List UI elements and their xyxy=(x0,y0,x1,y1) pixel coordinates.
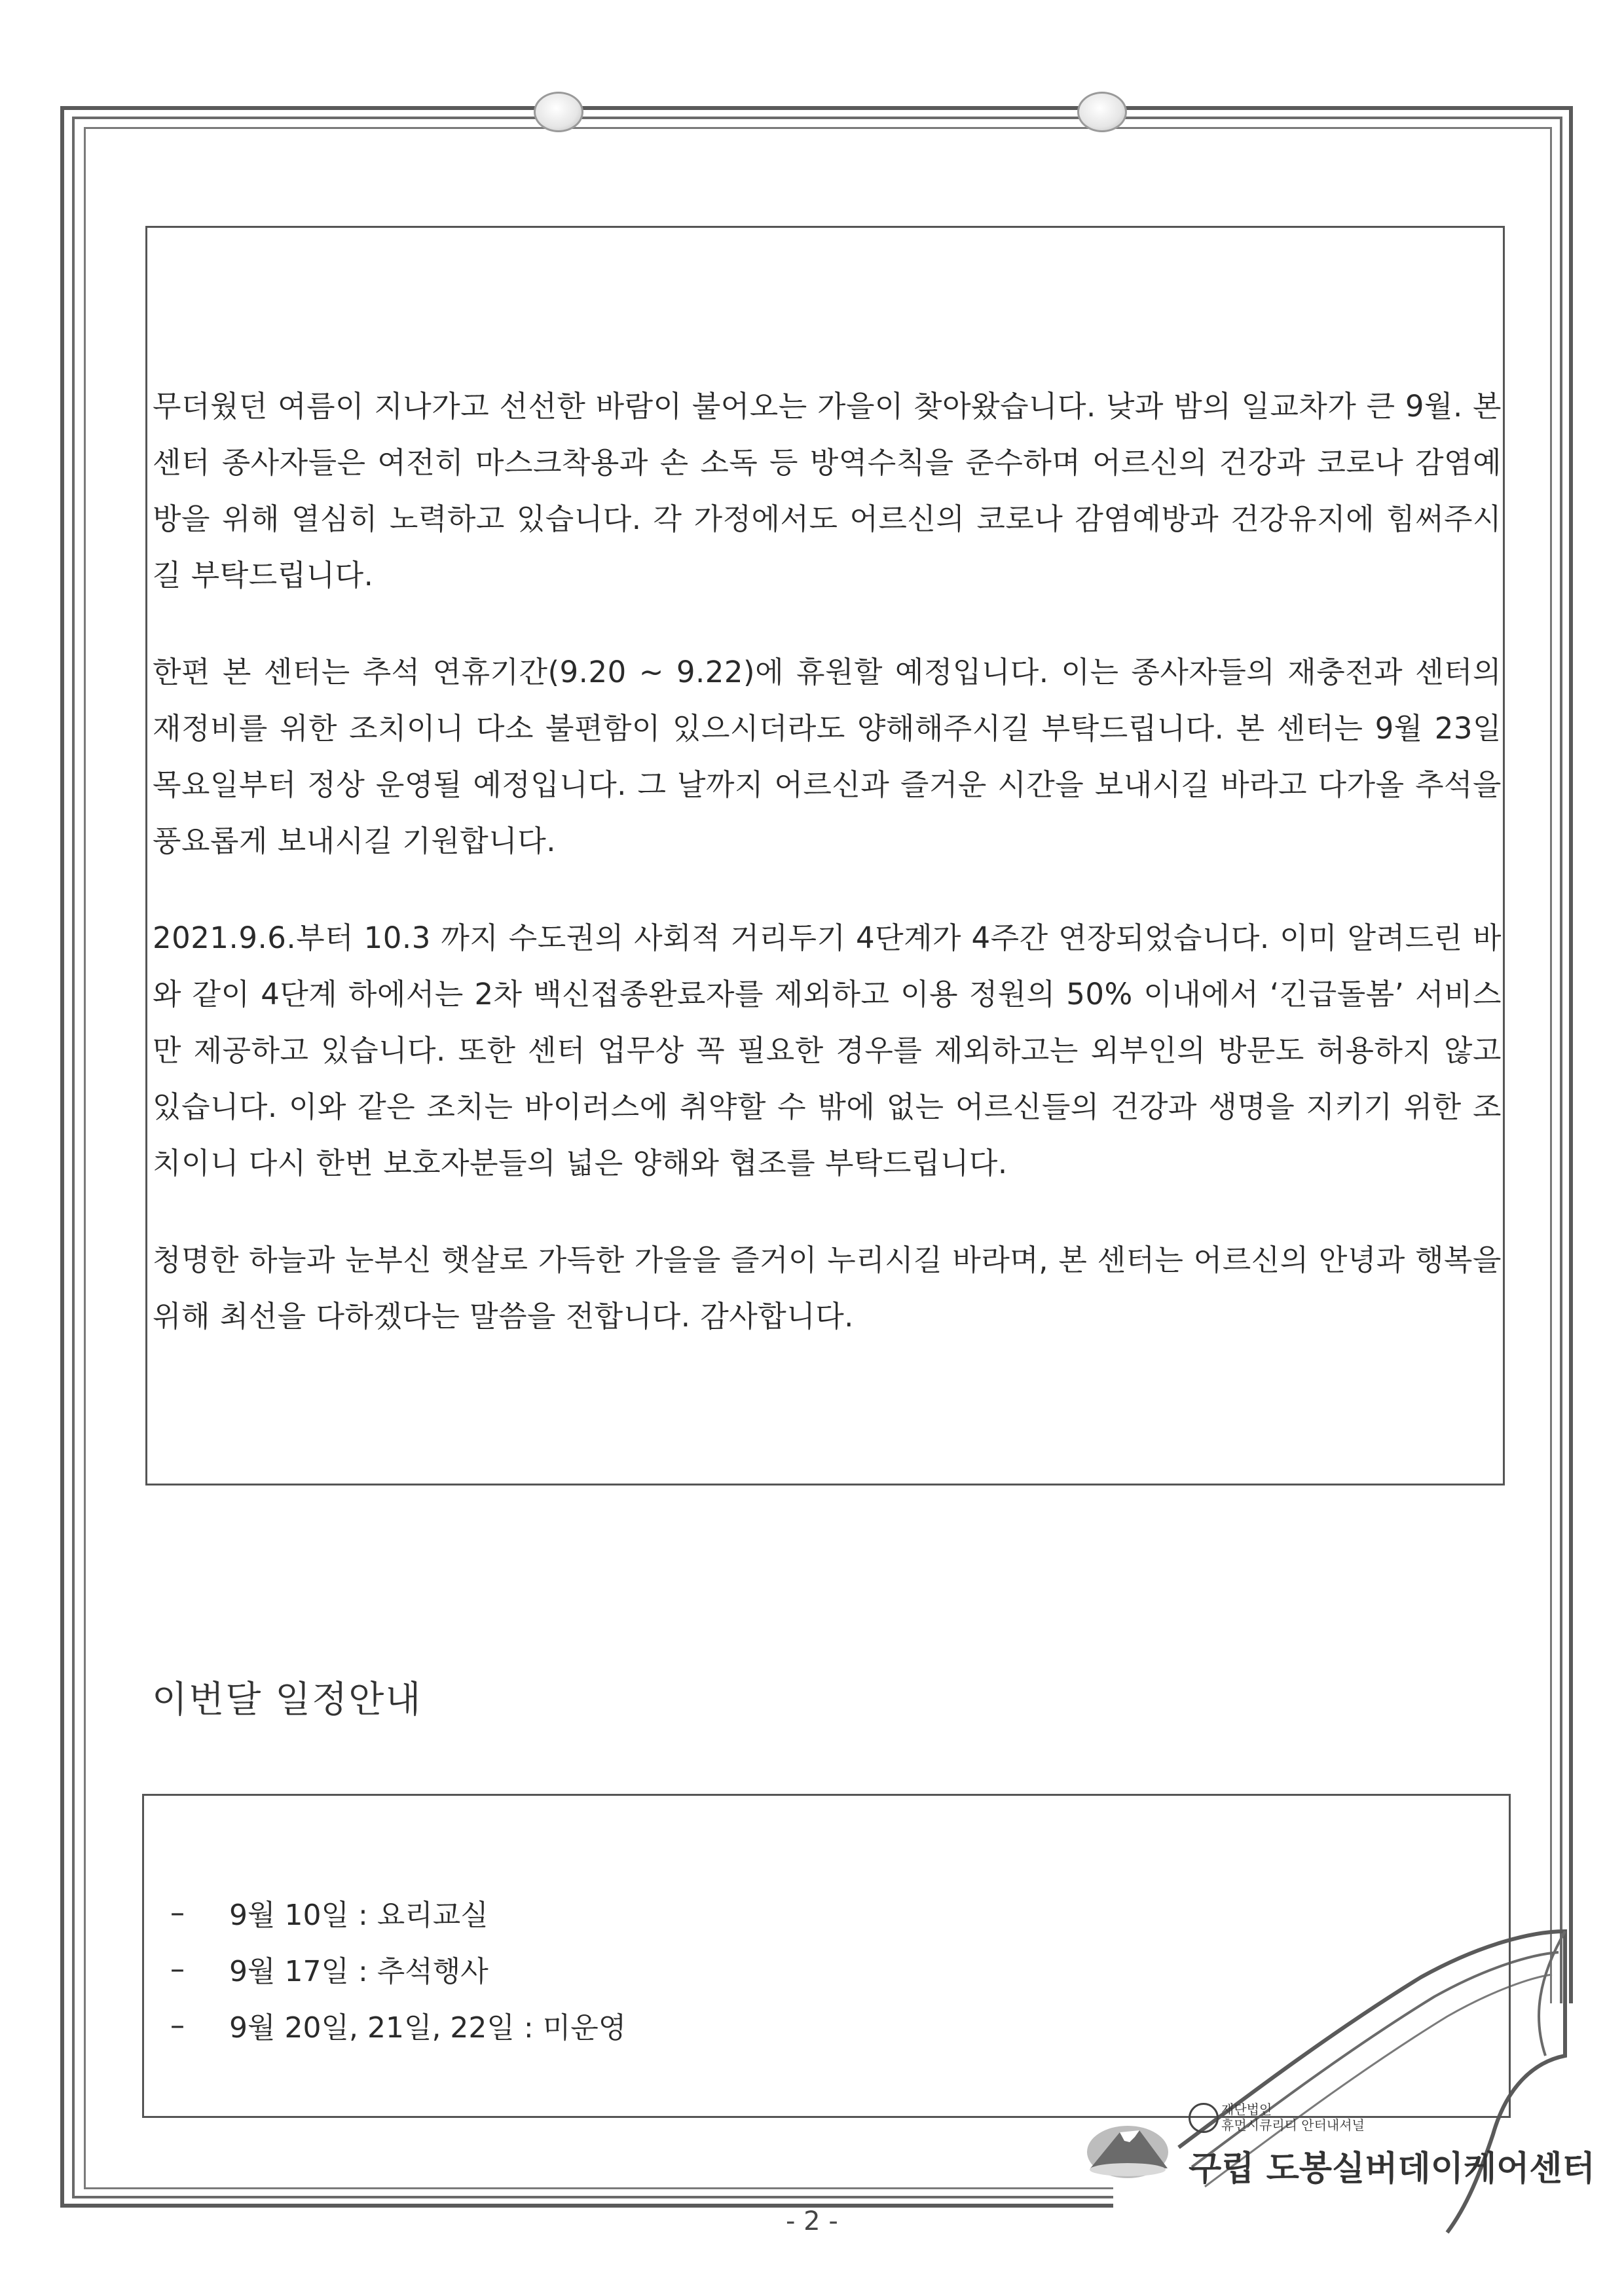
schedule-bullet: – xyxy=(170,1952,185,1986)
org-name xyxy=(1221,2102,1437,2133)
mountain-logo-icon xyxy=(1084,2116,1172,2181)
org-emblem-icon xyxy=(1189,2103,1219,2133)
schedule-item xyxy=(170,1941,1509,1997)
page-number: - 2 - xyxy=(786,2206,838,2236)
org-name-line2: 휴먼시큐리티 안터내셔널 xyxy=(1221,2117,1365,2133)
center-logo xyxy=(1084,2102,1595,2193)
schedule-box xyxy=(142,1794,1511,2118)
binder-ring-right xyxy=(1077,92,1127,132)
message-box xyxy=(145,226,1505,1485)
schedule-item xyxy=(170,1997,1509,2053)
schedule-item-text: 9월 17일 : 추석행사 xyxy=(229,1955,489,1988)
schedule-title: 이번달 일정안내 xyxy=(152,1679,422,1721)
message-paragraph-4: 청명한 하늘과 눈부신 햇살로 가득한 가을을 즐거이 누리시길 바라며, 본 센터는 어르신의 안녕과 행복을 위해 최선을 다하겠다는 말씀을 전합니다. 감사합니다. xyxy=(153,1243,1502,1334)
schedule-bullet: – xyxy=(170,2008,185,2042)
schedule-item xyxy=(170,1884,1509,1941)
message-paragraph-2: 한편 본 센터는 추석 연휴기간(9.20 ~ 9.22)에 휴원할 예정입니다. 이는 종사자들의 재충전과 센터의 재정비를 위한 조치이니 다소 불편함이 있으시더라도 양해해주시길 부탁드립니다. 본 센터는 9월 23일 목요일부터 정상 운영될 예정입니다. 그 날까지 어르신과 즐거운 시간을 보내시길 바라고 다가올 추석을 풍요롭게 보내시길 기원합니다. xyxy=(153,655,1502,858)
message-paragraph-3: 2021.9.6.부터 10.3 까지 수도권의 사회적 거리두기 4단계가 4주간 연장되었습니다. 이미 알려드린 바와 같이 4단계 하에서는 2차 백신접종완료자를 제외하고 이용 정원의 50% 이내에서 ‘긴급돌봄’ 서비스만 제공하고 있습니다. 또한 센터 업무상 꼭 필요한 경우를 제외하고는 외부인의 방문도 허용하지 않고 있습니다. 이와 같은 조치는 바이러스에 취약할 수 밖에 없는 어르신들의 건강과 생명을 지키기 위한 조치이니 다시 한번 보호자분들의 넓은 양해와 협조를 부탁드립니다. xyxy=(153,920,1502,1180)
schedule-bullet: – xyxy=(170,1895,185,1929)
message-paragraph-1: 무더웠던 여름이 지나가고 선선한 바람이 불어오는 가을이 찾아왔습니다. 낮과 밤의 일교차가 큰 9월. 본 센터 종사자들은 여전히 마스크착용과 손 소독 등 방역수칙을 준수하며 어르신의 건강과 코로나 감염예방을 위해 열심히 노력하고 있습니다. 각 가정에서도 어르신의 코로나 감염예방과 건강유지에 힘써주시길 부탁드립니다. xyxy=(153,389,1502,592)
schedule-item-text: 9월 10일 : 요리교실 xyxy=(229,1899,489,1932)
org-name-line1: 재단법인 xyxy=(1221,2102,1272,2117)
center-name: 구립 도봉실버데이케어센터 xyxy=(1189,2149,1595,2189)
schedule-item-text: 9월 20일, 21일, 22일 : 미운영 xyxy=(229,2011,627,2045)
binder-ring-left xyxy=(534,92,583,132)
